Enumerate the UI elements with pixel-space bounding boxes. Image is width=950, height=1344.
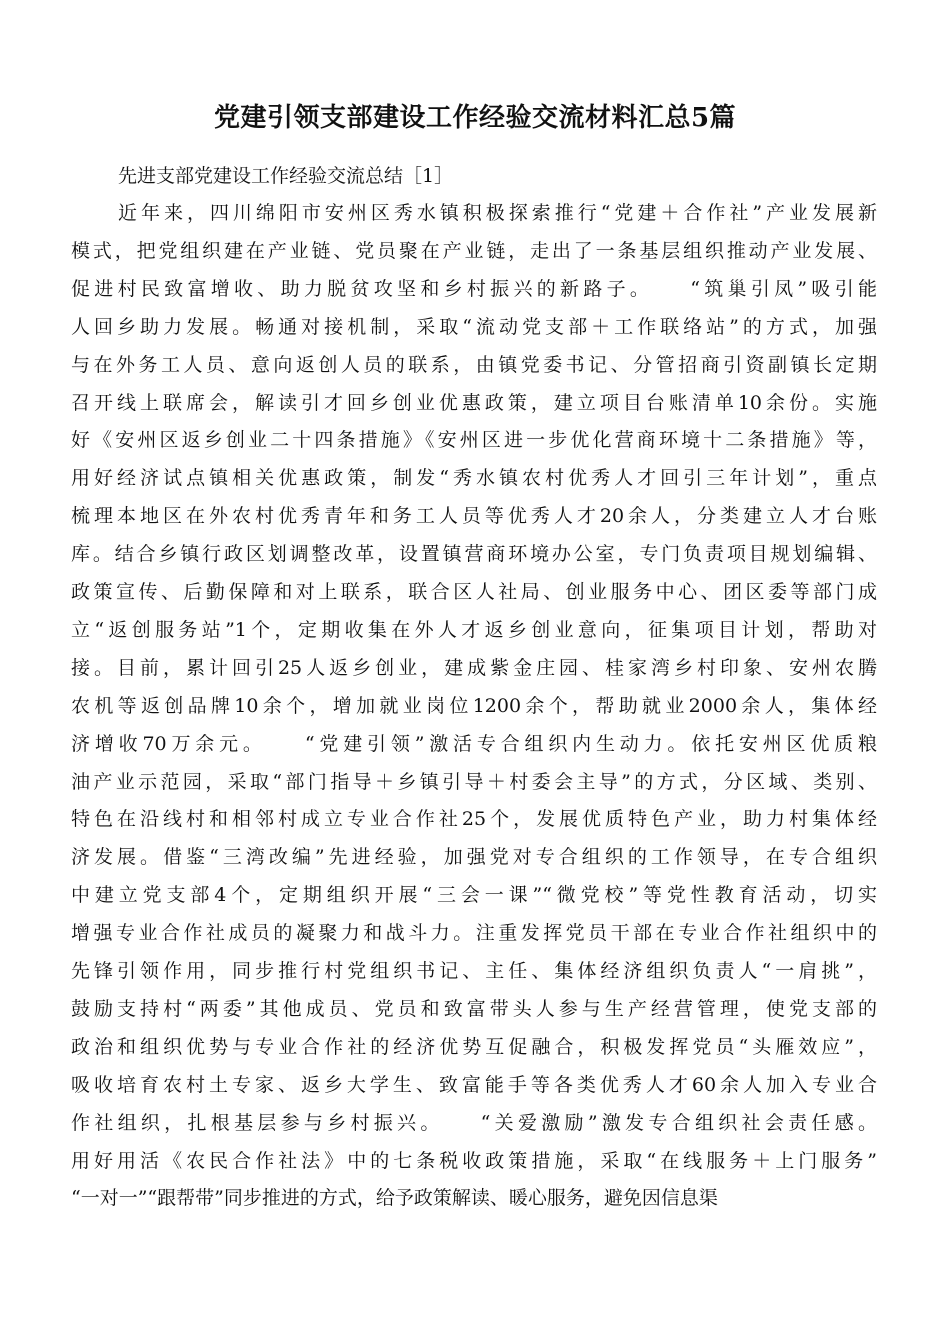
- body-line: 中建立党支部4个，定期组织开展“三会一课”“微党校”等党性教育活动，切实: [71, 884, 877, 907]
- body-line: 鼓励支持村“两委”其他成员、党员和致富带头人参与生产经营管理，使党支部的: [71, 997, 877, 1020]
- body-line: 先锋引领作用，同步推行村党组织书记、主任、集体经济组织负责人“一肩挑”，: [71, 960, 877, 982]
- body-line: 立“返创服务站”1个，定期收集在外人才返乡创业意向，征集项目计划，帮助对: [71, 618, 877, 641]
- body-line: 济发展。借鉴“三湾改编”先进经验，加强党对专合组织的工作领导，在专合组织: [71, 846, 877, 869]
- body-line: 用好用活《农民合作社法》中的七条税收政策措施，采取“在线服务＋上门服务”: [71, 1149, 877, 1172]
- body-line: 好《安州区返乡创业二十四条措施》《安州区进一步优化营商环境十二条措施》等，: [71, 429, 877, 452]
- body-line: 增强专业合作社成员的凝聚力和战斗力。注重发挥党员干部在专业合作社组织中的: [71, 922, 877, 945]
- body-line: 梳理本地区在外农村优秀青年和务工人员等优秀人才20余人，分类建立人才台账: [71, 505, 877, 528]
- body-line: 油产业示范园，采取“部门指导＋乡镇引导＋村委会主导”的方式，分区域、类别、: [71, 770, 877, 793]
- body-line: 召开线上联席会，解读引才回乡创业优惠政策，建立项目台账清单10余份。实施: [71, 391, 877, 414]
- body-line: 政策宣传、后勤保障和对上联系，联合区人社局、创业服务中心、团区委等部门成: [71, 581, 877, 603]
- body-line: “一对一”“跟帮带”同步推进的方式，给予政策解读、暖心服务，避免因信息渠: [71, 1187, 718, 1210]
- body-line: 作社组织，扎根基层参与乡村振兴。 “关爱激励”激发专合组织社会责任感。: [71, 1111, 877, 1134]
- body-line: 吸收培育农村土专家、返乡大学生、致富能手等各类优秀人才60余人加入专业合: [71, 1073, 877, 1096]
- body-line: 用好经济试点镇相关优惠政策，制发“秀水镇农村优秀人才回引三年计划”，重点: [71, 467, 877, 490]
- document-title: 党建引领支部建设工作经验交流材料汇总5篇: [213, 103, 737, 133]
- body-line: 特色在沿线村和相邻村成立专业合作社25个，发展优质特色产业，助力村集体经: [71, 808, 877, 831]
- body-line: 库。结合乡镇行政区划调整改革，设置镇营商环境办公室，专门负责项目规划编辑、: [71, 543, 877, 566]
- body-line: 接。目前，累计回引25人返乡创业，建成紫金庄园、桂家湾乡村印象、安州农腾: [71, 656, 877, 679]
- section-heading: 先进支部党建设工作经验交流总结［1］: [118, 165, 454, 187]
- body-line: 促进村民致富增收、助力脱贫攻坚和乡村振兴的新路子。 “筑巢引凤”吸引能: [71, 277, 877, 300]
- body-line: 政治和组织优势与专业合作社的经济优势互促融合，积极发挥党员“头雁效应”，: [71, 1035, 877, 1058]
- body-line: 近年来，四川绵阳市安州区秀水镇积极探索推行“党建＋合作社”产业发展新: [118, 202, 877, 224]
- body-line: 模式，把党组织建在产业链、党员聚在产业链，走出了一条基层组织推动产业发展、: [71, 239, 877, 262]
- body-line: 济增收70万余元。 “党建引领”激活专合组织内生动力。依托安州区优质粮: [71, 732, 877, 755]
- body-line: 与在外务工人员、意向返创人员的联系，由镇党委书记、分管招商引资副镇长定期: [71, 353, 877, 376]
- body-line: 人回乡助力发展。畅通对接机制，采取“流动党支部＋工作联络站”的方式，加强: [71, 315, 877, 338]
- body-line: 农机等返创品牌10余个，增加就业岗位1200余个，帮助就业2000余人，集体经: [71, 694, 877, 717]
